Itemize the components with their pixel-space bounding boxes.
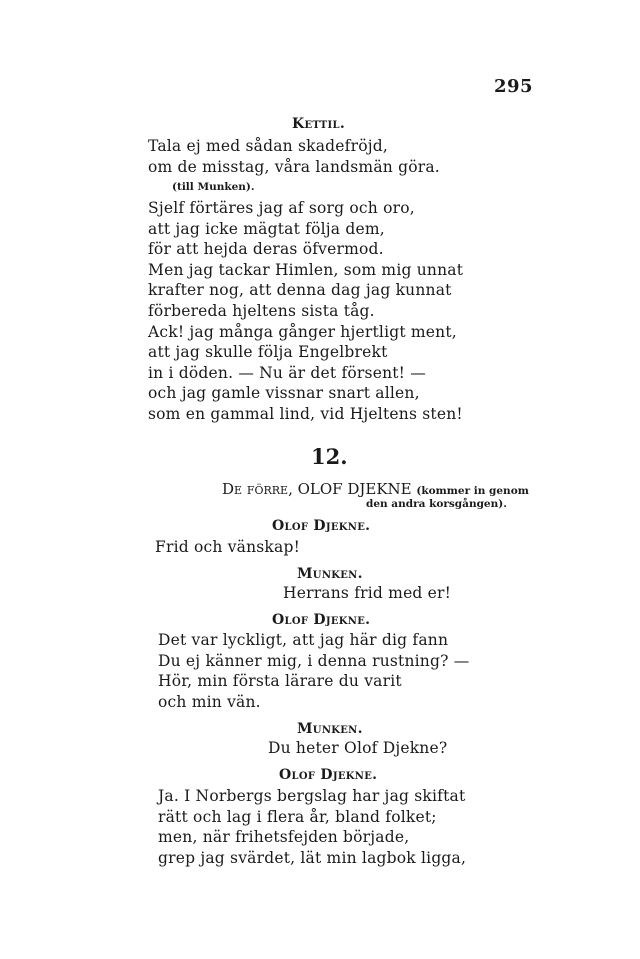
olof-verse-3 xyxy=(158,786,466,868)
scene-number: 12. xyxy=(311,444,348,469)
verse-line: Ja. I Norbergs bergslag har jag skiftat xyxy=(158,787,466,805)
scene-persons xyxy=(222,480,529,498)
persons-direction-2: den andra korsgången). xyxy=(366,498,507,510)
persons-direction-1: (kommer in genom xyxy=(416,485,529,497)
verse-line: om de misstag, våra landsmän göra. xyxy=(148,157,440,176)
verse-line: Herrans frid med er! xyxy=(283,584,452,602)
speaker-olof: Olof Djekne. xyxy=(279,767,378,783)
page-number: 295 xyxy=(494,76,534,97)
persons-prefix: De förre, xyxy=(222,480,293,498)
speaker-munken: Munken. xyxy=(297,566,363,582)
verse-line: Du ej känner mig, i denna rustning? — xyxy=(158,651,470,670)
speaker-olof: Olof Djekne. xyxy=(272,518,371,534)
verse-line: Tala ej med sådan skadefröjd, xyxy=(148,137,389,155)
verse-line: förbereda hjeltens sista tåg. xyxy=(148,301,375,320)
verse-line: rätt och lag i flera år, bland folket; xyxy=(158,807,437,826)
kettil-verse-b xyxy=(148,198,463,425)
speaker-kettil: Kettil. xyxy=(292,116,345,132)
stage-direction: (till Munken). xyxy=(172,181,255,193)
verse-line: grep jag svärdet, lät min lagbok ligga, xyxy=(158,848,467,867)
verse-line: som en gammal lind, vid Hjeltens sten! xyxy=(148,404,463,423)
verse-line: att jag skulle följa Engelbrekt xyxy=(148,343,388,362)
verse-line: Ack! jag många gånger hjertligt ment, xyxy=(148,322,457,341)
verse-line: och min vän. xyxy=(158,692,261,711)
kettil-verse-a xyxy=(148,136,440,177)
persons-name: OLOF DJEKNE xyxy=(297,480,412,498)
verse-line: Hör, min första lärare du varit xyxy=(158,672,402,691)
verse-line: Frid och vänskap! xyxy=(155,538,301,556)
verse-line: att jag icke mägtat följa dem, xyxy=(148,219,385,238)
verse-line: Du heter Olof Djekne? xyxy=(268,739,448,757)
verse-line: Det var lyckligt, att jag här dig fann xyxy=(158,631,449,649)
verse-line: Sjelf förtäres jag af sorg och oro, xyxy=(148,199,415,217)
verse-line: in i döden. — Nu är det försent! — xyxy=(148,363,426,382)
speaker-olof: Olof Djekne. xyxy=(272,612,371,628)
verse-line: krafter nog, att denna dag jag kunnat xyxy=(148,281,452,300)
verse-line: och jag gamle vissnar snart allen, xyxy=(148,384,420,403)
verse-line: för att hejda deras öfvermod. xyxy=(148,240,384,259)
verse-line: men, när frihetsfejden började, xyxy=(158,828,410,847)
verse-line: Men jag tackar Himlen, som mig unnat xyxy=(148,260,464,279)
olof-verse-2 xyxy=(158,630,469,712)
speaker-munken: Munken. xyxy=(297,721,363,737)
